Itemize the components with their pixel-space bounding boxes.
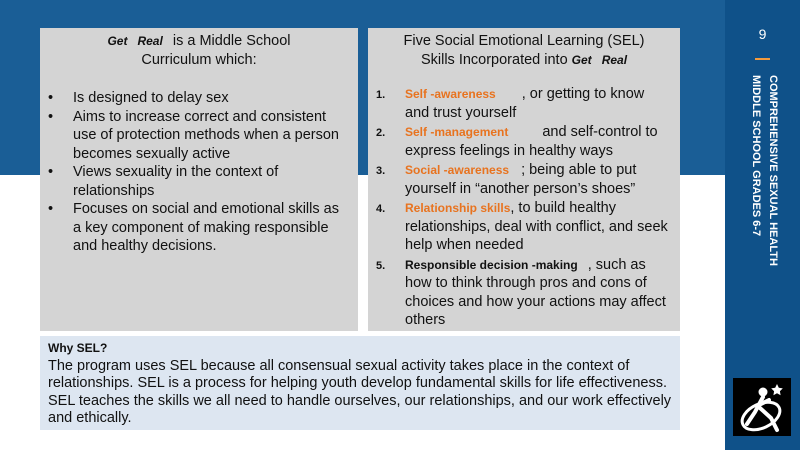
curriculum-bullet-list: [40, 89, 358, 256]
vertical-title-line-2: MIDDLE SCHOOL GRADES 6-7: [750, 75, 762, 237]
curriculum-panel: [40, 28, 358, 331]
sel-skills-panel-title: Five Social Emotional Learning (SEL) Skills Incorporated into Get Real: [403, 33, 645, 68]
list-item: 5. Responsible decision -making , such as how to think through pros and cons of choices and how your actions may affect others: [376, 256, 666, 328]
list-item: • Is designed to delay sex: [40, 89, 358, 108]
list-item: 1. Self -awareness , or getting to know and trust yourself: [376, 86, 645, 121]
vertical-title: [745, 75, 781, 275]
why-sel-heading: Why SEL?: [48, 341, 108, 355]
list-item: • Views sexuality in the context of relationships: [40, 163, 358, 200]
why-sel-box: [40, 336, 680, 430]
list-item: 2. Self -management and self-control to express feelings in healthy ways: [376, 124, 658, 159]
list-item: 3. Social -awareness ; being able to put yourself in “another person’s shoes”: [376, 162, 637, 197]
skill-name: Self -management: [405, 125, 509, 139]
curriculum-panel-title: Get Real is a Middle School Curriculum which:: [107, 33, 291, 68]
skill-name: Self -awareness: [405, 87, 496, 101]
page-number: 9: [758, 26, 767, 42]
why-sel-body: The program uses SEL because all consensual sexual activity takes place in the context of relationships. SEL is a process for helping youth develop fundamental skills for life effectiveness. SEL teaches the skills we all need to handle ourselves, our relationships, and our work effectively and ethically.: [48, 357, 672, 426]
sel-skills-panel: [368, 28, 680, 331]
list-item: 4. Relationship skills, to build healthy relationships, deal with conflict, and seek help when needed: [376, 200, 668, 253]
sidebar: [725, 0, 800, 450]
sidebar-divider: [755, 58, 770, 60]
vertical-title-line-1: COMPREHENSIVE SEXUAL HEALTH: [767, 75, 779, 266]
sel-skills-list: [368, 85, 680, 330]
skill-name: Social -awareness: [405, 163, 510, 177]
skill-name: Relationship skills: [405, 201, 511, 215]
list-item: • Focuses on social and emotional skills as a key component of making responsible and healthy decisions.: [40, 200, 358, 256]
skill-name: Responsible decision -making: [405, 257, 578, 272]
list-item: • Aims to increase correct and consistent use of protection methods when a person becomes sexually active: [40, 108, 358, 164]
figure-star-logo-icon: [733, 378, 791, 436]
